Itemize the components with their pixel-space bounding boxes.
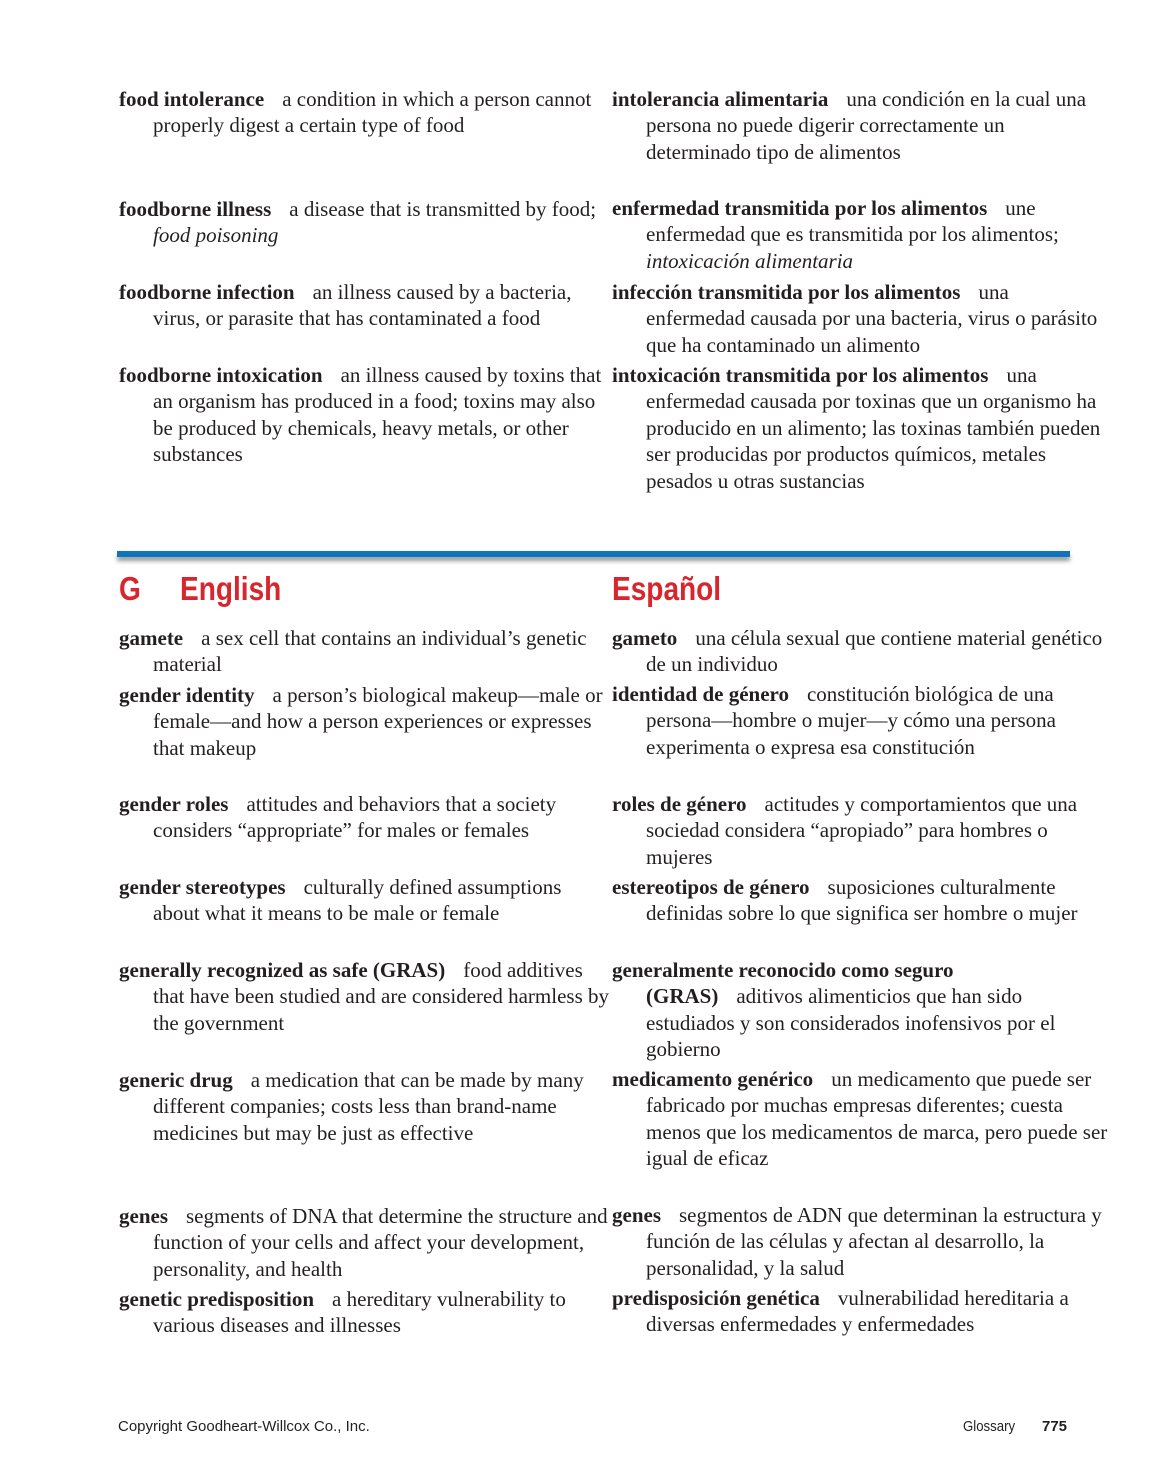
entry-term: generic drug bbox=[119, 1068, 233, 1092]
glossary-entry bbox=[119, 625, 609, 678]
glossary-entry bbox=[612, 195, 1108, 274]
entry-definition: segmentos de ADN que determinan la estructura y función de las células y afectan al desarrollo, la personalidad, y la salud bbox=[646, 1203, 1102, 1280]
entry-definition: attitudes and behaviors that a society considers “appropriate” for males or females bbox=[153, 792, 557, 843]
entry-definition: aditivos alimenticios que han sido estudiados y son considerados inofensivos por el gobierno bbox=[646, 984, 1056, 1062]
entry-synonym: intoxicación alimentaria bbox=[646, 248, 854, 273]
glossary-entry bbox=[119, 682, 609, 761]
glossary-entry bbox=[612, 791, 1108, 870]
spanish-heading: Español bbox=[612, 570, 722, 607]
entry-term: roles de género bbox=[612, 792, 747, 816]
glossary-entry bbox=[119, 279, 609, 332]
entry-definition: un medicamento que puede ser fabricado por muchas empresas diferentes; cuesta menos que los medicamentos de marca, pero puede ser igual de eficaz bbox=[646, 1067, 1108, 1171]
entry-definition: an illness caused by a bacteria, virus, or parasite that has contaminated a food bbox=[153, 280, 572, 331]
entry-term: generalmente reconocido como seguro (GRAS) bbox=[612, 958, 954, 1009]
glossary-entry bbox=[119, 874, 609, 927]
entry-definition: culturally defined assumptions about what it means to be male or female bbox=[153, 875, 562, 926]
entry-term: predisposición genética bbox=[612, 1286, 820, 1310]
entry-definition: una enfermedad causada por toxinas que un organismo ha producido en un alimento; las toxinas también pueden ser producidas por productos químicos, metales pesados u otras sustancias bbox=[646, 363, 1101, 493]
entry-term: enfermedad transmitida por los alimentos bbox=[612, 196, 988, 220]
copyright: Copyright Goodheart-Willcox Co., Inc. bbox=[118, 1418, 370, 1435]
glossary-entry bbox=[119, 1067, 609, 1146]
entry-definition: vulnerabilidad hereditaria a diversas enfermedades y enfermedades bbox=[646, 1286, 1069, 1337]
glossary-entry bbox=[119, 362, 609, 468]
entry-synonym: food poisoning bbox=[153, 223, 279, 248]
entry-term: foodborne illness bbox=[119, 197, 272, 221]
entry-term: medicamento genérico bbox=[612, 1067, 814, 1091]
entry-term: estereotipos de género bbox=[612, 875, 810, 899]
section-divider-bar bbox=[117, 551, 1070, 557]
glossary-entry bbox=[612, 625, 1108, 678]
entry-definition: una condición en la cual una persona no puede digerir correctamente un determinado tipo de alimentos bbox=[646, 87, 1087, 164]
entry-definition: segments of DNA that determine the structure and function of your cells and affect your development, personality, and health bbox=[153, 1204, 608, 1281]
glossary-entry bbox=[612, 279, 1108, 358]
entry-term: infección transmitida por los alimentos bbox=[612, 280, 961, 304]
entry-term: foodborne intoxication bbox=[119, 363, 323, 387]
entry-definition: a medication that can be made by many different companies; costs less than brand-name medicines but may be just as effective bbox=[153, 1068, 584, 1145]
glossary-entry bbox=[612, 681, 1108, 760]
glossary-entry bbox=[612, 1066, 1108, 1172]
entry-definition: a hereditary vulnerability to various diseases and illnesses bbox=[153, 1287, 566, 1338]
entry-definition: a disease that is transmitted by food; bbox=[289, 197, 597, 221]
entry-term: genes bbox=[119, 1204, 168, 1228]
entry-term: identidad de género bbox=[612, 682, 789, 706]
entry-definition: une enfermedad que es transmitida por los alimentos; bbox=[646, 196, 1059, 247]
entry-term: gender identity bbox=[119, 683, 255, 707]
section-letter: G bbox=[119, 570, 141, 607]
entry-term: genetic predisposition bbox=[119, 1287, 315, 1311]
entry-term: foodborne infection bbox=[119, 280, 295, 304]
glossary-entry bbox=[119, 791, 609, 844]
entry-definition: constitución biológica de una persona—hombre o mujer—y cómo una persona experimenta o expresa esa constitución bbox=[646, 682, 1056, 759]
entry-term: gender stereotypes bbox=[119, 875, 286, 899]
page-number: 775 bbox=[1042, 1418, 1068, 1435]
glossary-entry bbox=[612, 874, 1108, 927]
glossary-entry bbox=[612, 957, 1108, 1063]
entry-definition: una enfermedad causada por una bacteria, virus o parásito que ha contaminado un alimento bbox=[646, 280, 1098, 357]
entry-term: generally recognized as safe (GRAS) bbox=[119, 958, 446, 982]
entry-term: intolerancia alimentaria bbox=[612, 87, 829, 111]
entry-definition: food additives that have been studied and are considered harmless by the government bbox=[153, 958, 610, 1035]
entry-definition: a person’s biological makeup—male or female—and how a person experiences or expresses that makeup bbox=[153, 683, 603, 760]
glossary-entry bbox=[119, 86, 609, 139]
entry-definition: actitudes y comportamientos que una sociedad considera “apropiado” para hombres o mujeres bbox=[646, 792, 1078, 869]
footer-section: Glossary bbox=[963, 1418, 1016, 1435]
glossary-entry bbox=[119, 957, 609, 1036]
glossary-entry bbox=[119, 1286, 609, 1339]
glossary-entry bbox=[612, 86, 1108, 165]
entry-term: genes bbox=[612, 1203, 661, 1227]
entry-definition: a sex cell that contains an individual’s genetic material bbox=[153, 626, 587, 677]
glossary-entry bbox=[612, 1202, 1108, 1281]
entry-definition: an illness caused by toxins that an organism has produced in a food; toxins may also be produced by chemicals, heavy metals, or other substances bbox=[153, 363, 602, 467]
entry-definition: a condition in which a person cannot properly digest a certain type of food bbox=[153, 87, 592, 138]
english-heading: English bbox=[180, 570, 282, 607]
glossary-entry bbox=[119, 1203, 609, 1282]
entry-term: gamete bbox=[119, 626, 184, 650]
entry-term: food intolerance bbox=[119, 87, 265, 111]
entry-term: gameto bbox=[612, 626, 678, 650]
glossary-entry bbox=[612, 1285, 1108, 1338]
entry-definition: suposiciones culturalmente definidas sobre lo que significa ser hombre o mujer bbox=[646, 875, 1078, 926]
glossary-entry bbox=[612, 362, 1108, 494]
entry-term: intoxicación transmitida por los alimentos bbox=[612, 363, 989, 387]
glossary-entry bbox=[119, 196, 609, 249]
entry-definition: una célula sexual que contiene material genético de un individuo bbox=[646, 626, 1103, 677]
entry-term: gender roles bbox=[119, 792, 229, 816]
